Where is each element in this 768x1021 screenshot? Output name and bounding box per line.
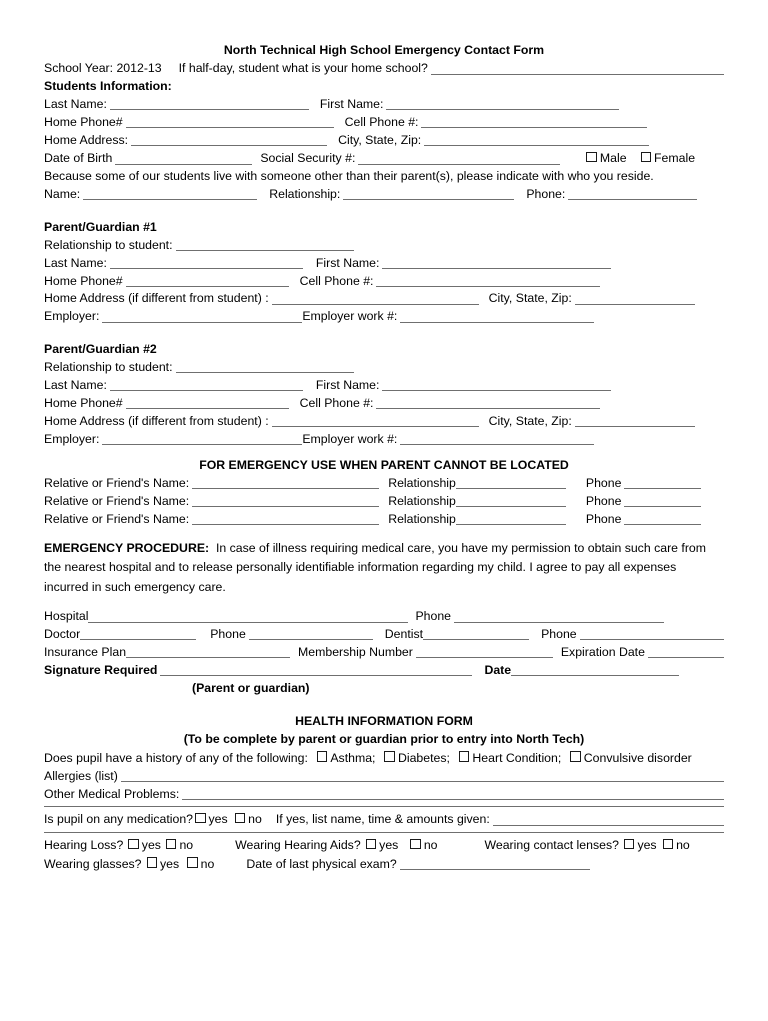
divider-2	[44, 832, 724, 833]
emergency-contact-row-3	[44, 513, 724, 525]
reside-name-label: Name:	[44, 187, 81, 202]
insurance-plan-label: Insurance Plan	[44, 645, 127, 660]
guardian2-address-row	[44, 415, 724, 427]
contact-lenses-yes-label: yes	[637, 838, 657, 853]
guardian1-relationship-label: Relationship to student:	[44, 237, 173, 252]
diabetes-label: Diabetes;	[397, 750, 450, 765]
allergies-input[interactable]	[121, 770, 724, 782]
student-cell-phone-input[interactable]	[421, 116, 647, 128]
female-checkbox[interactable]	[641, 152, 652, 163]
school-year-row	[44, 62, 724, 74]
hearing-aids-yes-label: yes	[379, 838, 399, 853]
signature-input[interactable]	[160, 664, 472, 676]
emergency-procedure-label: EMERGENCY PROCEDURE:	[44, 540, 210, 555]
student-cell-phone-label: Cell Phone #:	[344, 114, 419, 129]
male-label: Male	[599, 151, 627, 166]
hearing-loss-no-label: no	[179, 838, 194, 853]
emergency-phone-input-2[interactable]	[624, 495, 701, 507]
medication-yes-label: yes	[208, 812, 228, 827]
allergies-row	[44, 770, 724, 782]
guardian1-city-state-zip-label: City, State, Zip:	[488, 291, 572, 306]
medication-details-input[interactable]	[493, 814, 724, 826]
student-phone-row	[44, 116, 724, 128]
emergency-procedure-paragraph	[44, 539, 724, 599]
glasses-label: Wearing glasses?	[44, 856, 142, 871]
guardian2-relationship-row	[44, 361, 724, 373]
emergency-relationship-label: Relationship	[388, 475, 456, 490]
student-city-state-zip-label: City, State, Zip:	[338, 132, 422, 147]
hospital-label: Hospital	[44, 609, 89, 624]
convulsive-disorder-label: Convulsive disorder	[583, 750, 692, 765]
other-medical-problems-input[interactable]	[182, 788, 724, 800]
emergency-use-heading: FOR EMERGENCY USE WHEN PARENT CANNOT BE LOCATED	[199, 457, 569, 472]
home-school-input[interactable]	[431, 63, 724, 75]
hearing-loss-no-checkbox[interactable]	[166, 839, 177, 850]
medication-followup-label: If yes, list name, time & amounts given:	[275, 812, 490, 827]
guardian2-employer-input[interactable]	[102, 433, 302, 445]
guardian1-home-phone-input[interactable]	[126, 275, 289, 287]
dentist-phone-label: Phone	[541, 627, 577, 642]
guardian2-city-state-zip-label: City, State, Zip:	[488, 413, 572, 428]
medication-yes-checkbox[interactable]	[195, 813, 206, 824]
hearing-aids-no-label: no	[423, 838, 438, 853]
reside-phone-input[interactable]	[568, 189, 697, 201]
student-first-name-label: First Name:	[319, 97, 384, 112]
signature-required-label: Signature Required	[44, 662, 158, 677]
allergies-label: Allergies (list)	[44, 768, 118, 783]
guardian2-home-phone-label: Home Phone#	[44, 395, 123, 410]
student-home-address-input[interactable]	[131, 134, 327, 146]
contact-lenses-label: Wearing contact lenses?	[484, 838, 619, 853]
guardian2-home-address-label: Home Address (if different from student) :	[44, 413, 269, 428]
medication-question: Is pupil on any medication?	[44, 812, 194, 827]
contact-lenses-no-checkbox[interactable]	[663, 839, 674, 850]
guardian2-phone-row	[44, 397, 724, 409]
guardian2-employer-label: Employer:	[44, 431, 100, 446]
hospital-input[interactable]	[88, 611, 408, 623]
glasses-no-checkbox[interactable]	[187, 857, 198, 868]
guardian1-employer-work-label: Employer work #:	[302, 309, 398, 324]
diabetes-checkbox[interactable]	[384, 751, 395, 762]
doctor-phone-label: Phone	[210, 627, 246, 642]
students-information-heading: Students Information:	[44, 79, 172, 94]
guardian2-relationship-input[interactable]	[176, 362, 354, 374]
emergency-relationship-input-2[interactable]	[456, 495, 566, 507]
student-first-name-input[interactable]	[386, 99, 619, 111]
guardian2-cell-phone-label: Cell Phone #:	[299, 395, 374, 410]
health-history-question: Does pupil have a history of any of the following:	[44, 750, 308, 765]
guardian1-employer-input[interactable]	[102, 311, 302, 323]
guardian1-phone-row	[44, 275, 724, 287]
signature-note-row	[192, 682, 724, 694]
dentist-input[interactable]	[423, 629, 529, 641]
medication-no-label: no	[248, 812, 262, 827]
hospital-phone-label: Phone	[415, 609, 451, 624]
guardian1-address-row	[44, 292, 724, 304]
health-information-heading: HEALTH INFORMATION FORM	[295, 713, 473, 728]
emergency-phone-label: Phone	[585, 511, 622, 526]
membership-number-input[interactable]	[416, 647, 553, 659]
glasses-yes-label: yes	[160, 856, 180, 871]
student-dob-input[interactable]	[115, 153, 252, 165]
doctor-phone-input[interactable]	[249, 629, 373, 641]
student-city-state-zip-input[interactable]	[424, 134, 649, 146]
doctor-input[interactable]	[80, 629, 196, 641]
health-history-row	[44, 751, 724, 764]
guardian2-city-state-zip-input[interactable]	[575, 415, 695, 427]
guardian2-relationship-label: Relationship to student:	[44, 360, 173, 375]
guardian1-city-state-zip-input[interactable]	[575, 293, 695, 305]
contact-lenses-no-label: no	[676, 838, 690, 853]
student-home-phone-input[interactable]	[126, 116, 334, 128]
emergency-relationship-label: Relationship	[388, 511, 456, 526]
guardian2-cell-phone-input[interactable]	[376, 397, 600, 409]
guardian1-relationship-input[interactable]	[176, 239, 354, 251]
guardian2-employer-work-label: Employer work #:	[302, 431, 398, 446]
emergency-relationship-input-3[interactable]	[456, 513, 566, 525]
reside-phone-label: Phone:	[526, 187, 566, 202]
guardian1-last-name-input[interactable]	[110, 257, 303, 269]
membership-number-label: Membership Number	[298, 645, 413, 660]
guardian2-employer-row	[44, 433, 724, 445]
guardian2-last-name-input[interactable]	[110, 380, 303, 392]
glasses-exam-row	[44, 857, 724, 870]
hearing-loss-label: Hearing Loss?	[44, 838, 124, 853]
health-information-subheading: (To be complete by parent or guardian prior to entry into North Tech)	[183, 732, 585, 747]
doctor-label: Doctor	[44, 627, 81, 642]
emergency-name-label: Relative or Friend's Name:	[44, 493, 190, 508]
emergency-procedure-text: In case of illness requiring medical care, you have my permission to obtain such care from the nearest hospital and to release personally identifiable information regarding my child. I agree to pay all expenses incurred in such emergency care.	[44, 540, 707, 595]
guardian1-employer-label: Employer:	[44, 309, 100, 324]
student-ssn-input[interactable]	[358, 153, 560, 165]
emergency-contact-row-2	[44, 495, 724, 507]
reside-name-input[interactable]	[83, 189, 257, 201]
divider-1	[44, 806, 724, 807]
heart-condition-checkbox[interactable]	[459, 751, 470, 762]
emergency-phone-label: Phone	[585, 475, 622, 490]
hearing-aids-no-checkbox[interactable]	[410, 839, 421, 850]
hospital-phone-input[interactable]	[454, 611, 664, 623]
signature-date-label: Date	[484, 662, 512, 677]
guardian2-first-name-input[interactable]	[382, 380, 611, 392]
doctor-dentist-row	[44, 628, 724, 640]
hearing-loss-yes-checkbox[interactable]	[128, 839, 139, 850]
school-year-label: School Year: 2012-13	[44, 61, 162, 76]
guardian2-employer-work-input[interactable]	[400, 433, 594, 445]
emergency-relationship-input-1[interactable]	[456, 477, 566, 489]
emergency-name-label: Relative or Friend's Name:	[44, 475, 190, 490]
reside-note: Because some of our students live with someone other than their parent(s), please indicate with who you reside.	[44, 169, 654, 184]
male-checkbox[interactable]	[586, 152, 597, 163]
guardian1-home-phone-label: Home Phone#	[44, 273, 123, 288]
convulsive-disorder-checkbox[interactable]	[570, 751, 581, 762]
glasses-yes-checkbox[interactable]	[147, 857, 158, 868]
guardian1-cell-phone-label: Cell Phone #:	[299, 273, 374, 288]
student-dob-ssn-row	[44, 152, 724, 165]
page-title: North Technical High School Emergency Contact Form	[223, 43, 545, 57]
guardian1-first-name-input[interactable]	[382, 257, 611, 269]
physical-exam-input[interactable]	[400, 858, 590, 870]
hearing-aids-yes-checkbox[interactable]	[366, 839, 377, 850]
emergency-phone-input-3[interactable]	[624, 513, 701, 525]
reside-note-row	[44, 170, 724, 182]
hearing-aids-label: Wearing Hearing Aids?	[235, 838, 361, 853]
student-name-row	[44, 98, 724, 110]
guardian1-home-address-input[interactable]	[272, 293, 479, 305]
guardian2-home-phone-input[interactable]	[126, 397, 289, 409]
emergency-phone-label: Phone	[585, 493, 622, 508]
hearing-loss-yes-label: yes	[141, 838, 161, 853]
emergency-contact-row-1	[44, 477, 724, 489]
medication-row	[44, 813, 724, 826]
asthma-label: Asthma;	[330, 750, 376, 765]
student-last-name-label: Last Name:	[44, 97, 107, 112]
guardian2-first-name-label: First Name:	[315, 378, 380, 393]
expiration-date-input[interactable]	[648, 647, 724, 659]
guardian2-home-address-input[interactable]	[272, 415, 479, 427]
student-home-phone-label: Home Phone#	[44, 114, 123, 129]
signature-row	[44, 664, 724, 676]
reside-relationship-label: Relationship:	[269, 187, 341, 202]
student-ssn-label: Social Security #:	[260, 151, 356, 166]
hearing-vision-row	[44, 839, 724, 852]
reside-with-row	[44, 188, 724, 200]
glasses-no-label: no	[200, 856, 215, 871]
guardian1-last-name-label: Last Name:	[44, 255, 107, 270]
guardian1-first-name-label: First Name:	[315, 255, 380, 270]
reside-relationship-input[interactable]	[343, 189, 514, 201]
expiration-date-label: Expiration Date	[560, 645, 645, 660]
student-home-address-label: Home Address:	[44, 132, 129, 147]
signature-date-input[interactable]	[511, 664, 679, 676]
physical-exam-label: Date of last physical exam?	[246, 856, 397, 871]
other-medical-problems-row	[44, 788, 724, 800]
emergency-name-input-1[interactable]	[192, 477, 379, 489]
emergency-phone-input-1[interactable]	[624, 477, 701, 489]
student-address-row	[44, 134, 724, 146]
emergency-name-input-2[interactable]	[192, 495, 379, 507]
other-medical-problems-label: Other Medical Problems:	[44, 786, 180, 801]
guardian2-last-name-label: Last Name:	[44, 378, 107, 393]
half-day-question-label: If half-day, student what is your home school?	[178, 61, 428, 76]
guardian1-employer-row	[44, 310, 724, 322]
guardian1-cell-phone-input[interactable]	[376, 275, 600, 287]
dentist-label: Dentist	[384, 627, 424, 642]
emergency-name-label: Relative or Friend's Name:	[44, 511, 190, 526]
emergency-relationship-label: Relationship	[388, 493, 456, 508]
dentist-phone-input[interactable]	[580, 629, 724, 641]
insurance-row	[44, 646, 724, 658]
guardian1-home-address-label: Home Address (if different from student) :	[44, 291, 269, 306]
guardian1-heading: Parent/Guardian #1	[44, 219, 157, 234]
contact-lenses-yes-checkbox[interactable]	[624, 839, 635, 850]
guardian1-name-row	[44, 257, 724, 269]
signature-note: (Parent or guardian)	[192, 680, 310, 695]
female-label: Female	[654, 151, 696, 166]
asthma-checkbox[interactable]	[317, 751, 328, 762]
medication-no-checkbox[interactable]	[235, 813, 246, 824]
guardian1-relationship-row	[44, 239, 724, 251]
guardian2-name-row	[44, 379, 724, 391]
guardian1-employer-work-input[interactable]	[400, 311, 594, 323]
hospital-row	[44, 610, 724, 622]
guardian2-heading: Parent/Guardian #2	[44, 342, 157, 357]
student-last-name-input[interactable]	[110, 99, 309, 111]
emergency-name-input-3[interactable]	[192, 513, 379, 525]
insurance-plan-input[interactable]	[126, 647, 290, 659]
student-dob-label: Date of Birth	[44, 151, 113, 166]
heart-condition-label: Heart Condition;	[472, 750, 562, 765]
